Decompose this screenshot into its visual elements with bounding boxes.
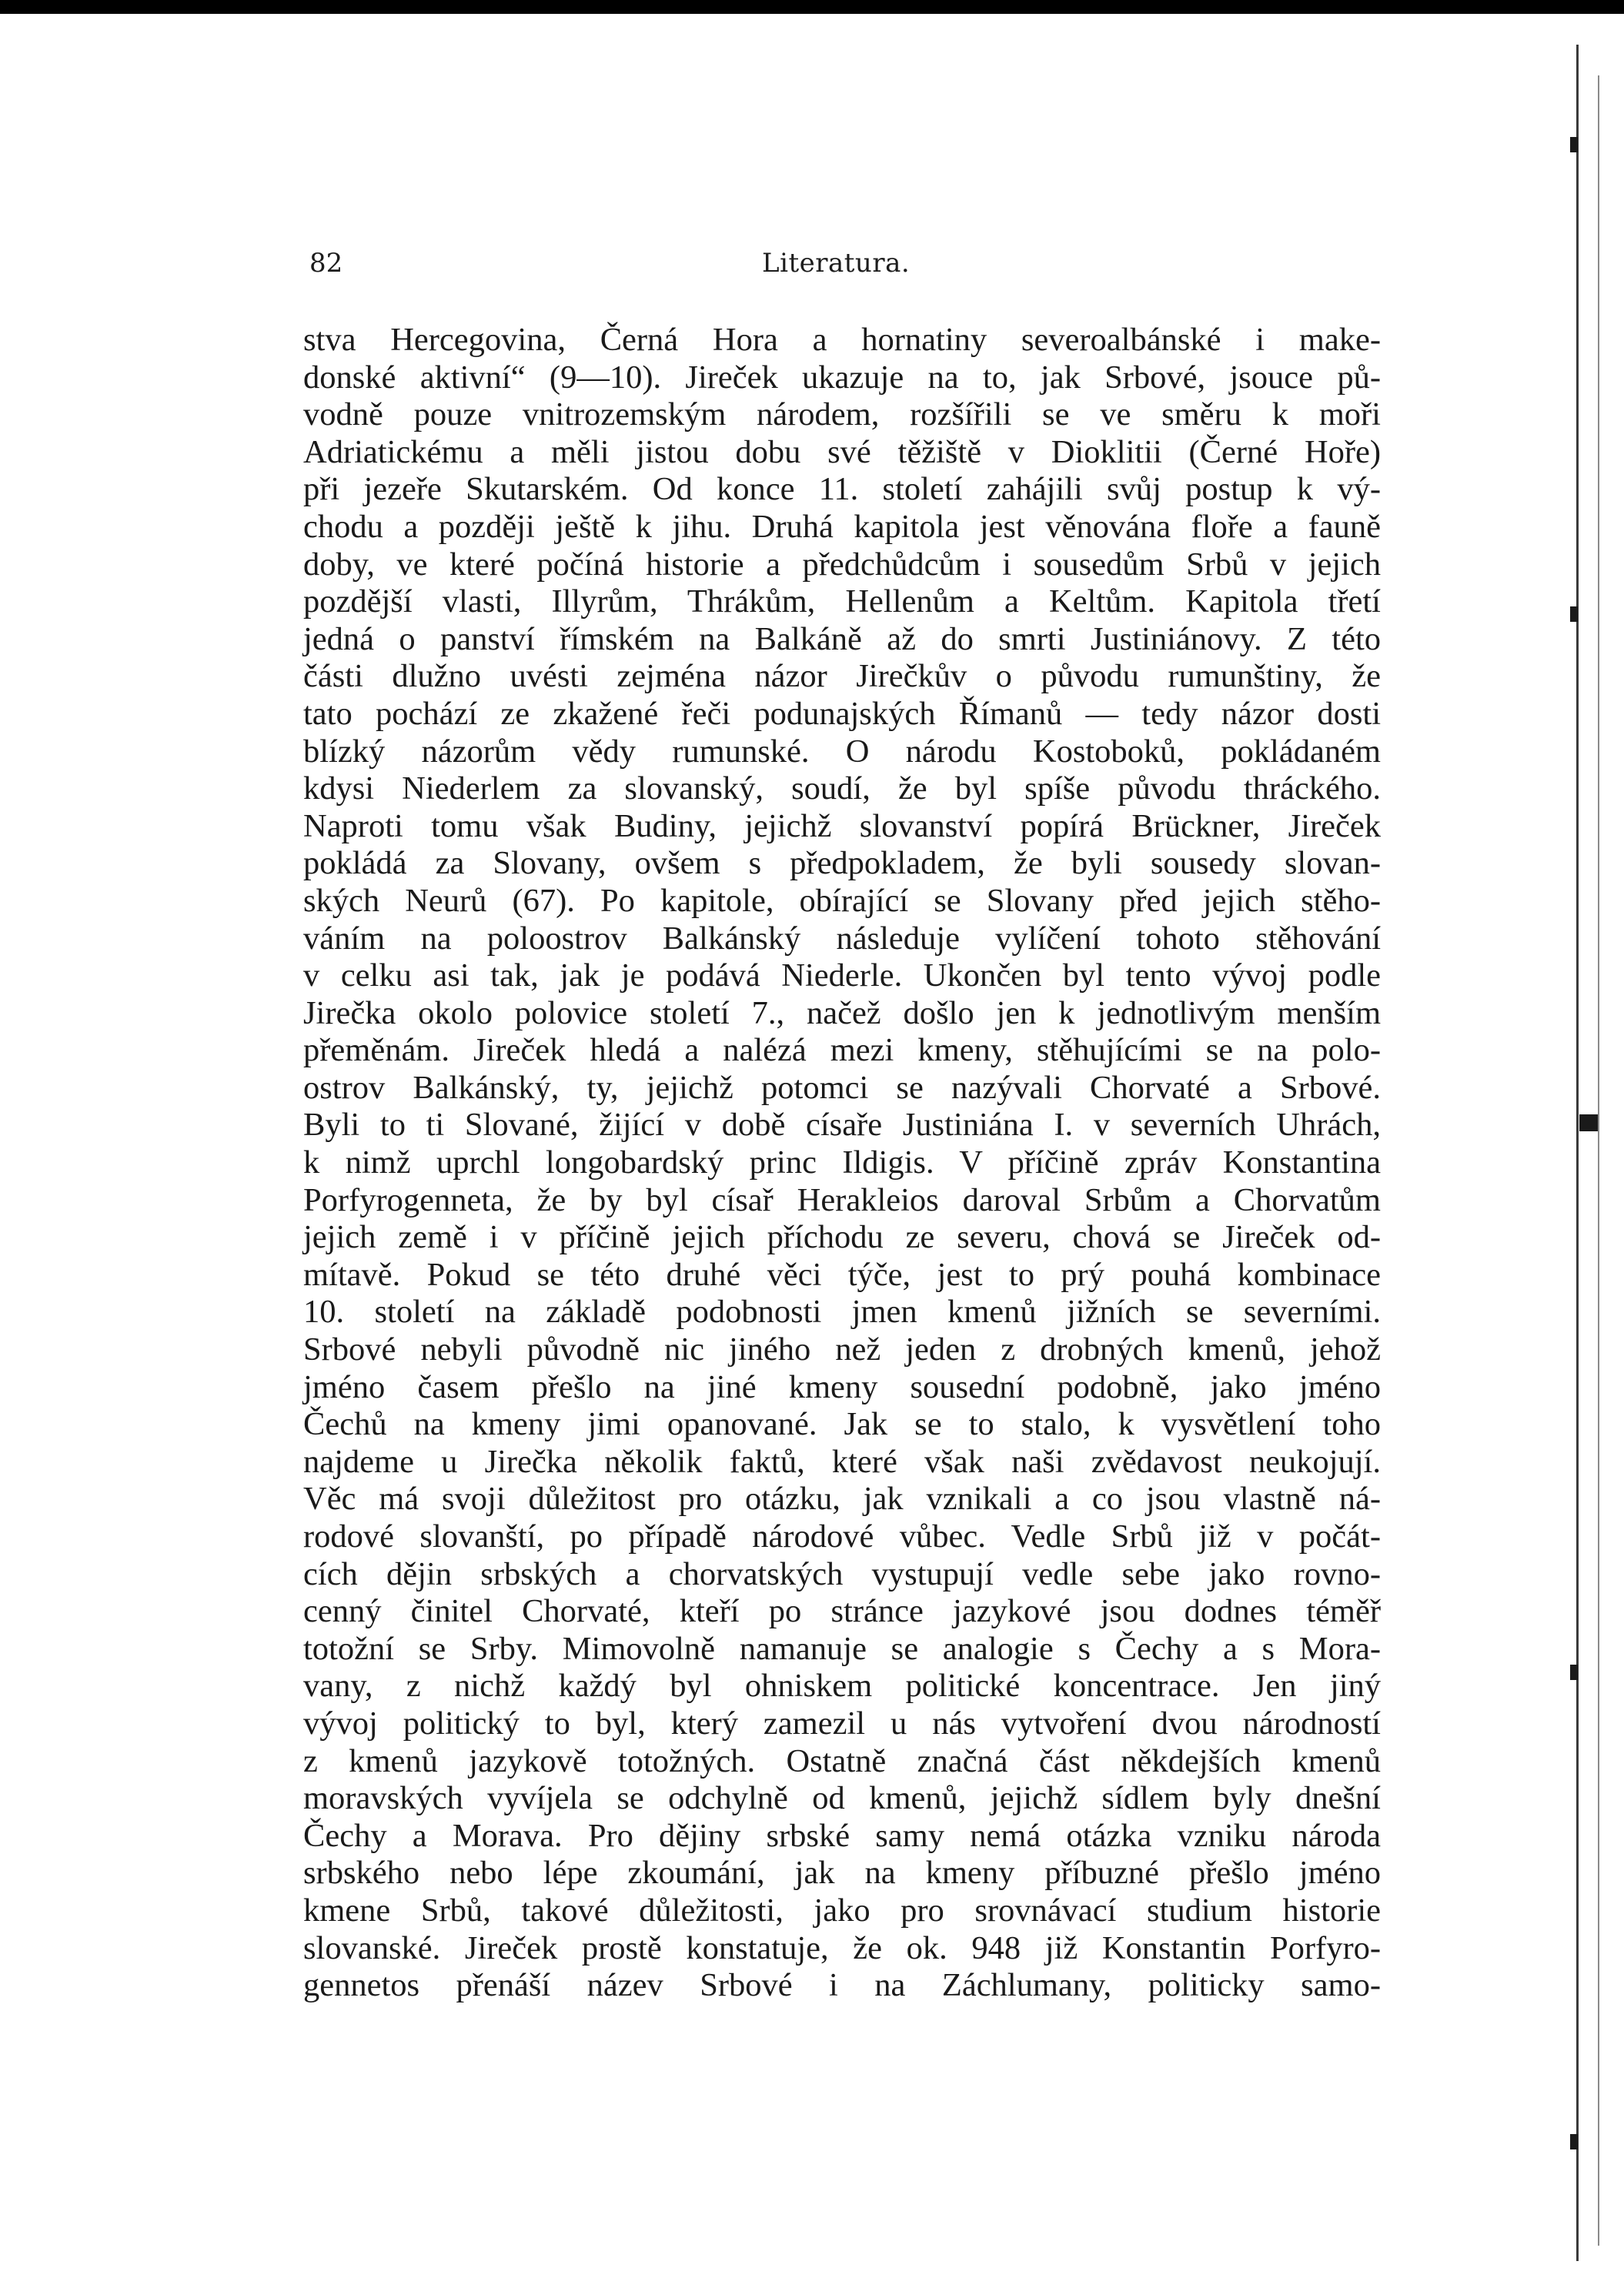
text-line: kdysi Niederlem za slovanský, soudí, že byl spíše původu thráckého. [303, 770, 1381, 807]
text-line: totožní se Srby. Mimovolně namanuje se analogie s Čechy a s Mora- [303, 1630, 1381, 1667]
text-line: přeměnám. Jireček hledá a nalézá mezi kmeny, stěhujícími se na polo- [303, 1032, 1381, 1069]
text-line: slovanské. Jireček prostě konstatuje, že ok. 948 již Konstantin Porfyro- [303, 1929, 1381, 1966]
text-line: vany, z nichž každý byl ohniskem politické koncentrace. Jen jiný [303, 1668, 1381, 1705]
page-number: 82 [309, 248, 343, 279]
scan-edge-mark [1570, 2134, 1578, 2149]
text-line: pozdější vlasti, Illyrům, Thrákům, Hellenům a Keltům. Kapitola třetí [303, 583, 1381, 620]
page-edge-line [1576, 45, 1579, 2261]
text-line: mítavě. Pokud se této druhé věci týče, jest to prý pouhá kombinace [303, 1256, 1381, 1293]
text-line: Čechů na kmeny jimi opanované. Jak se to stalo, k vysvětlení toho [303, 1406, 1381, 1443]
text-line: v celku asi tak, jak je podává Niederle. Ukončen byl tento vývoj podle [303, 957, 1381, 994]
text-line: jejich země i v příčině jejich příchodu ze severu, chová se Jireček od- [303, 1219, 1381, 1256]
text-line: gennetos přenáší název Srbové i na Záchlumany, politicky samo- [303, 1967, 1381, 2004]
text-line: jedná o panství římském na Balkáně až do smrti Justiniánovy. Z této [303, 620, 1381, 657]
text-line: ostrov Balkánský, ty, jejichž potomci se nazývali Chorvaté a Srbové. [303, 1069, 1381, 1106]
running-head [309, 248, 1375, 286]
page-edge-line-inner [1598, 75, 1599, 2246]
text-line: blízký názorům vědy rumunské. O národu Kostoboků, pokládaném [303, 733, 1381, 770]
text-line: rodové slovanští, po případě národové vůbec. Vedle Srbů již v počát- [303, 1518, 1381, 1555]
text-line: Jirečka okolo polovice století 7., načež došlo jen k jednotlivým menším [303, 994, 1381, 1031]
text-line: kmene Srbů, takové důležitosti, jako pro srovnávací studium historie [303, 1892, 1381, 1929]
text-line: Srbové nebyli původně nic jiného než jeden z drobných kmenů, jehož [303, 1331, 1381, 1368]
text-line: pokládá za Slovany, ovšem s předpokladem, že byli sousedy slovan- [303, 845, 1381, 882]
text-line: moravských vyvíjela se odchylně od kmenů, jejichž sídlem byly dnešní [303, 1780, 1381, 1817]
text-line: Čechy a Morava. Pro dějiny srbské samy nemá otázka vzniku národa [303, 1817, 1381, 1854]
text-line: srbského nebo lépe zkoumání, jak na kmeny příbuzné přešlo jméno [303, 1855, 1381, 1892]
text-line: při jezeře Skutarském. Od konce 11. století zahájili svůj postup k vý- [303, 471, 1381, 508]
text-line: Naproti tomu však Budiny, jejichž slovanství popírá Brückner, Jireček [303, 807, 1381, 844]
text-line: Porfyrogenneta, že by byl císař Herakleios daroval Srbům a Chorvatům [303, 1181, 1381, 1218]
text-line: ských Neurů (67). Po kapitole, obírající se Slovany před jejich stěho- [303, 882, 1381, 919]
text-line: Byli to ti Slované, žijící v době císaře Justiniána I. v severních Uhrách, [303, 1107, 1381, 1144]
text-line: stva Hercegovina, Černá Hora a hornatiny severoalbánské i make- [303, 322, 1381, 358]
scan-edge-mark [1579, 1114, 1598, 1131]
scan-edge-mark [1570, 137, 1578, 152]
text-line: k nimž uprchl longobardský princ Ildigis. V příčině zpráv Konstantina [303, 1144, 1381, 1181]
text-line: cenný činitel Chorvaté, kteří po stránce jazykové jsou dodnes téměř [303, 1593, 1381, 1630]
text-line: vodně pouze vnitrozemským národem, rozšířili se ve směru k moři [303, 396, 1381, 433]
running-title: Literatura. [762, 248, 911, 279]
text-line: části dlužno uvésti zejména názor Jirečkův o původu rumunštiny, že [303, 658, 1381, 695]
text-line: najdeme u Jirečka několik faktů, které však naši zvědavost neukojují. [303, 1443, 1381, 1480]
text-line: z kmenů jazykově totožných. Ostatně značná část někdejších kmenů [303, 1742, 1381, 1779]
text-line: váním na poloostrov Balkánský následuje vylíčení tohoto stěhování [303, 920, 1381, 957]
body-text [303, 322, 1381, 2005]
text-line: 10. století na základě podobnosti jmen kmenů jižních se severními. [303, 1294, 1381, 1331]
scan-edge-mark [1570, 606, 1578, 622]
text-line: chodu a později ještě k jihu. Druhá kapitola jest věnována floře a fauně [303, 508, 1381, 545]
scan-margin [1566, 14, 1624, 2288]
text-line: cích dějin srbských a chorvatských vystupují vedle sebe jako rovno- [303, 1555, 1381, 1592]
text-line: doby, ve které počíná historie a předchůdcům i sousedům Srbů v jejich [303, 546, 1381, 583]
text-line: jméno časem přešlo na jiné kmeny sousední podobně, jako jméno [303, 1368, 1381, 1405]
text-line: vývoj politický to byl, který zamezil u nás vytvoření dvou národností [303, 1705, 1381, 1742]
text-line: Adriatickému a měli jistou dobu své těžiště v Dioklitii (Černé Hoře) [303, 433, 1381, 470]
text-line: Věc má svoji důležitost pro otázku, jak vznikali a co jsou vlastně ná- [303, 1481, 1381, 1518]
text-line: tato pochází ze zkažené řeči podunajských Římanů — tedy názor dosti [303, 695, 1381, 732]
text-line: donské aktivní“ (9—10). Jireček ukazuje na to, jak Srbové, jsouce pů- [303, 359, 1381, 396]
scan-edge-mark [1570, 1665, 1578, 1680]
